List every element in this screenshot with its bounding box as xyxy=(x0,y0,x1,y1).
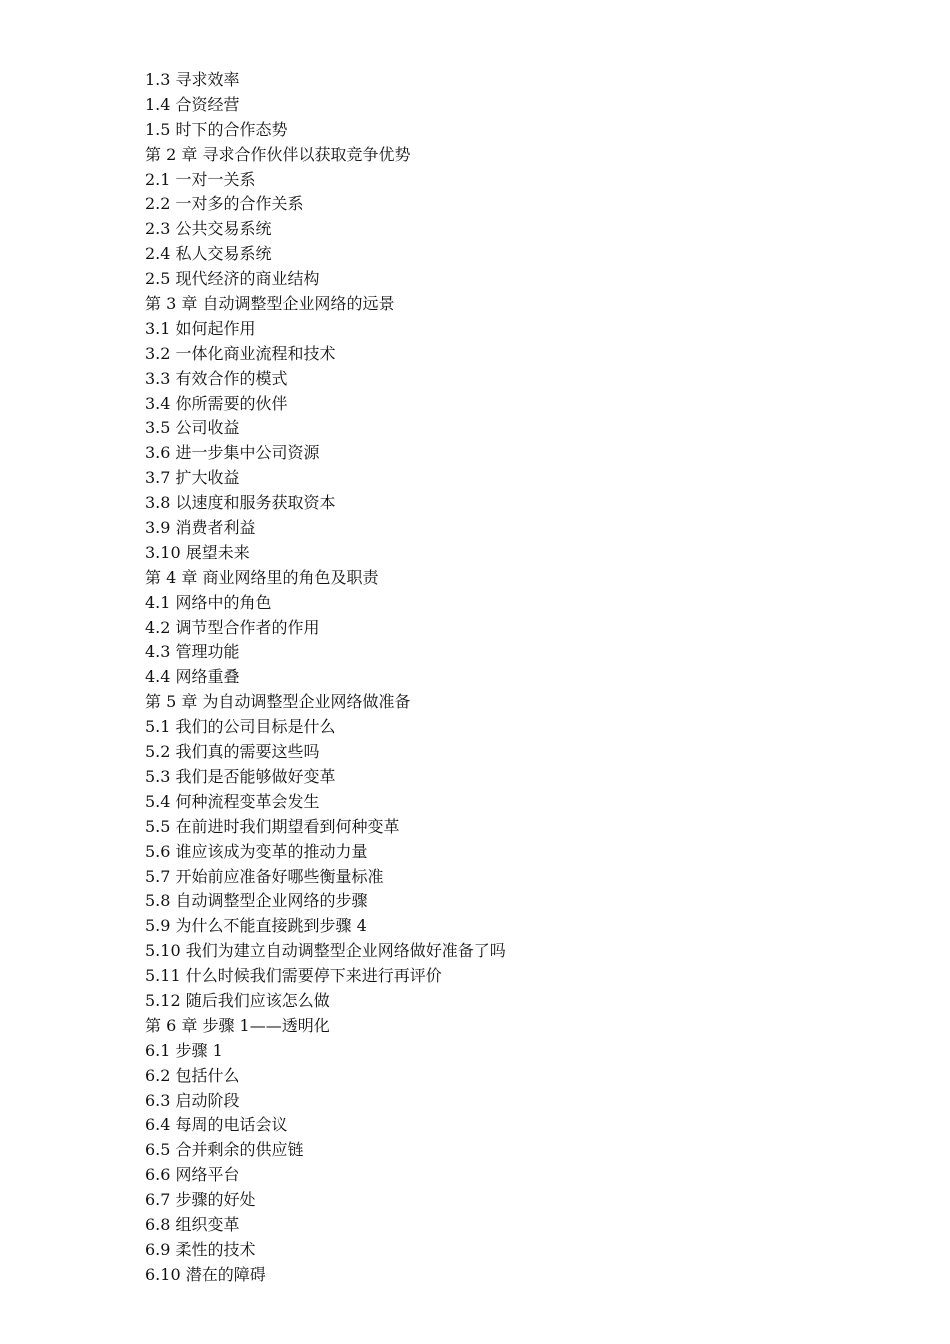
toc-line: 5.6 谁应该成为变革的推动力量 xyxy=(145,841,368,861)
toc-line: 5.4 何种流程变革会发生 xyxy=(145,791,320,811)
toc-line: 6.3 启动阶段 xyxy=(145,1090,240,1110)
toc-line: 2.1 一对一关系 xyxy=(145,169,256,189)
toc-line: 4.1 网络中的角色 xyxy=(145,592,272,612)
toc-line: 3.3 有效合作的模式 xyxy=(145,368,288,388)
toc-line: 1.4 合资经营 xyxy=(145,94,240,114)
toc-line: 5.1 我们的公司目标是什么 xyxy=(145,717,336,737)
toc-line: 2.3 公共交易系统 xyxy=(145,219,272,239)
toc-chapter-heading: 第 3 章 自动调整型企业网络的远景 xyxy=(145,294,395,314)
toc-line: 6.6 网络平台 xyxy=(145,1165,240,1185)
toc-line: 2.4 私人交易系统 xyxy=(145,244,272,264)
toc-line: 4.2 调节型合作者的作用 xyxy=(145,617,320,637)
toc-line: 6.10 潜在的障碍 xyxy=(145,1264,266,1284)
toc-line: 6.2 包括什么 xyxy=(145,1065,240,1085)
toc-line: 4.4 网络重叠 xyxy=(145,667,240,687)
toc-line: 3.2 一体化商业流程和技术 xyxy=(145,343,336,363)
toc-line: 6.8 组织变革 xyxy=(145,1214,240,1234)
toc-chapter-heading: 第 4 章 商业网络里的角色及职责 xyxy=(145,567,379,587)
toc-line: 3.9 消费者利益 xyxy=(145,518,256,538)
toc-line: 5.10 我们为建立自动调整型企业网络做好准备了吗 xyxy=(145,941,506,961)
toc-line: 3.10 展望未来 xyxy=(145,542,250,562)
toc-line: 3.8 以速度和服务获取资本 xyxy=(145,493,336,513)
toc-line: 1.3 寻求效率 xyxy=(145,70,240,89)
toc-chapter-heading: 第 2 章 寻求合作伙伴以获取竞争优势 xyxy=(145,144,411,164)
toc-line: 6.7 步骤的好处 xyxy=(145,1190,256,1210)
toc-line: 5.11 什么时候我们需要停下来进行再评价 xyxy=(145,966,442,986)
toc-line: 5.5 在前进时我们期望看到何种变革 xyxy=(145,816,400,836)
toc-line: 5.7 开始前应准备好哪些衡量标准 xyxy=(145,866,384,886)
toc-line: 5.8 自动调整型企业网络的步骤 xyxy=(145,891,368,911)
toc-chapter-heading: 第 6 章 步骤 1——透明化 xyxy=(145,1015,330,1035)
toc-line: 5.12 随后我们应该怎么做 xyxy=(145,990,330,1010)
toc-line: 6.4 每周的电话会议 xyxy=(145,1115,288,1135)
toc-line: 3.6 进一步集中公司资源 xyxy=(145,443,320,463)
toc-line: 3.1 如何起作用 xyxy=(145,318,256,338)
toc-line: 4.3 管理功能 xyxy=(145,642,240,662)
toc-line: 6.1 步骤 1 xyxy=(145,1040,223,1060)
toc-line: 5.2 我们真的需要这些吗 xyxy=(145,742,320,762)
toc-line: 5.3 我们是否能够做好变革 xyxy=(145,766,336,786)
toc-line: 6.9 柔性的技术 xyxy=(145,1239,256,1259)
table-of-contents xyxy=(145,68,865,1288)
toc-line: 3.4 你所需要的伙伴 xyxy=(145,393,288,413)
toc-line: 5.9 为什么不能直接跳到步骤 4 xyxy=(145,916,367,936)
toc-line: 2.5 现代经济的商业结构 xyxy=(145,269,320,289)
toc-line: 3.5 公司收益 xyxy=(145,418,240,438)
toc-line: 6.5 合并剩余的供应链 xyxy=(145,1140,304,1160)
toc-line: 3.7 扩大收益 xyxy=(145,468,240,488)
toc-line: 2.2 一对多的合作关系 xyxy=(145,194,304,214)
toc-chapter-heading: 第 5 章 为自动调整型企业网络做准备 xyxy=(145,692,411,712)
toc-line: 1.5 时下的合作态势 xyxy=(145,119,288,139)
